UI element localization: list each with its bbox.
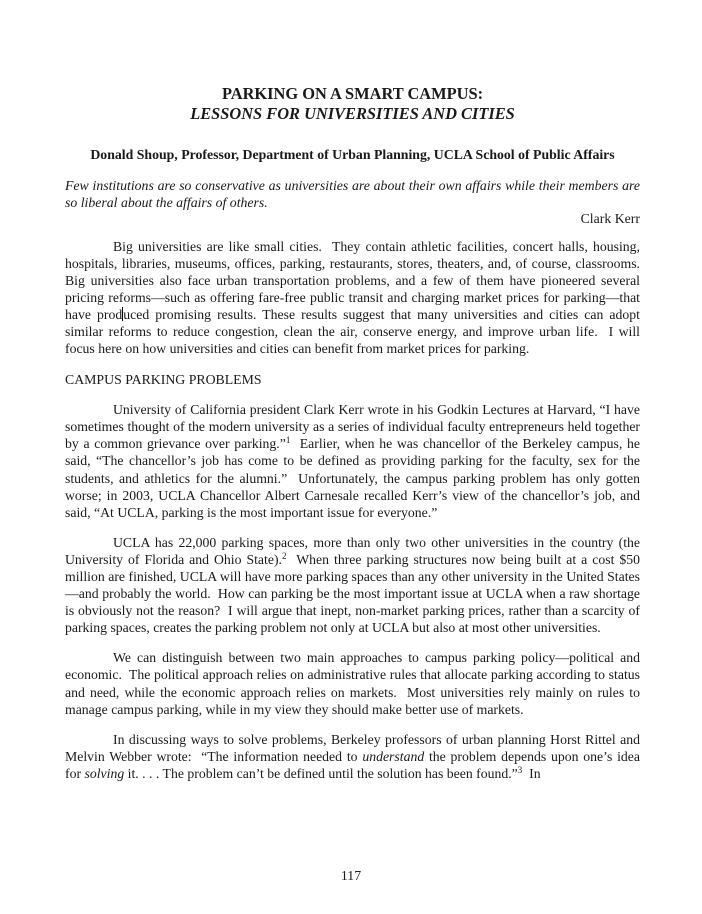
paragraph-two-approaches — [65, 649, 644, 717]
epigraph — [65, 178, 644, 228]
text-segment: In discussing ways to solve problems, Berkeley professors of urban planning Horst Rittel and Melvin Webber wrote: “The information needed to — [65, 731, 644, 764]
document-title-line1: PARKING ON A SMART CAMPUS: — [221, 84, 484, 103]
text-segment: University of California president Clark Kerr wrote in his Godkin Lectures at Harvard, “I have sometimes thought of the modern university as a series of individual faculty entrepreneurs held together by a common grievance over parking.” — [65, 402, 644, 452]
text-segment: When three parking structures now being built at a cost $50 million are finished, UCLA will have more parking spaces than any other university in the United States—and probably the world. How can parking be the most important issue at UCLA when a raw shortage is obviously not the reason? I will argue that inept, non-market parking prices, rather than a scarcity of parking spaces, creates the parking problem not only at UCLA but also at most other universities. — [65, 551, 644, 636]
page-number: 117 — [340, 868, 362, 883]
epigraph-quote: Few institutions are so conservative as universities are about their own affairs while their members are so liberal about the affairs of others. — [65, 178, 644, 210]
paragraph-intro — [65, 238, 647, 358]
paragraph-rittel-webber — [65, 731, 644, 782]
text-segment: In — [522, 765, 541, 781]
section-heading: CAMPUS PARKING PROBLEMS — [65, 372, 262, 388]
text-segment: it. . . . The problem can’t be defined until the solution has been found.” — [124, 765, 518, 781]
text-segment: UCLA has 22,000 parking spaces, more than only two other universities in the country (the University of Florida and Ohio State). — [65, 534, 644, 567]
emphasis-text: understand — [362, 748, 425, 764]
text-segment: We can distinguish between two main approaches to campus parking policy—political and economic. The political approach relies on administrative rules that allocate parking according to status and need, while the economic approach relies on markets. Most universities rely mainly on rules to manage campus parking, while in my view they should make better use of markets. — [65, 650, 644, 717]
footnote-marker: 2 — [281, 550, 287, 561]
author-byline: Donald Shoup, Professor, Department of Urban Planning, UCLA School of Public Affairs — [90, 147, 615, 162]
text-segment: the problem depends upon one’s idea for — [65, 748, 644, 781]
text-segment: Earlier, when he was chancellor of the Berkeley campus, he said, “The chancellor’s job has come to be defined as providing parking for the faculty, sex for the students, and athletics for the alumni.” Unfortunately, the campus parking problem has only gotten worse; in 2003, UCLA Chancellor Albert Carnesale recalled Kerr’s view of the chancellor’s job, and said, “At UCLA, parking is the most important issue for everyone.” — [65, 436, 644, 520]
footnote-marker: 1 — [285, 435, 291, 446]
emphasis-text: solving — [84, 765, 125, 781]
footnote-marker: 3 — [517, 764, 523, 775]
document-title — [65, 84, 640, 124]
paragraph-kerr-quote — [65, 401, 644, 521]
text-segment: Big universities are like small cities. They contain athletic facilities, concert halls, housing, hospitals, libraries, museums, offices, parking, restaurants, stores, theaters, and, of course, classrooms. Big universities also face urban transportation problems, and a few of them have pioneered several pricing reforms—such as offering fare-free public transit and charging market prices for parking—that have prod — [65, 238, 647, 322]
text-segment: uced promising results. These results suggest that many universities and cities can adopt similar reforms to reduce congestion, clean the air, conserve energy, and improve urban life. I will focus here on how universities and cities can benefit from market prices for parking. — [65, 306, 644, 357]
document-title-line2: LESSONS FOR UNIVERSITIES AND CITIES — [190, 104, 515, 123]
epigraph-attribution: Clark Kerr — [580, 211, 640, 226]
paragraph-ucla-spaces — [65, 534, 644, 637]
